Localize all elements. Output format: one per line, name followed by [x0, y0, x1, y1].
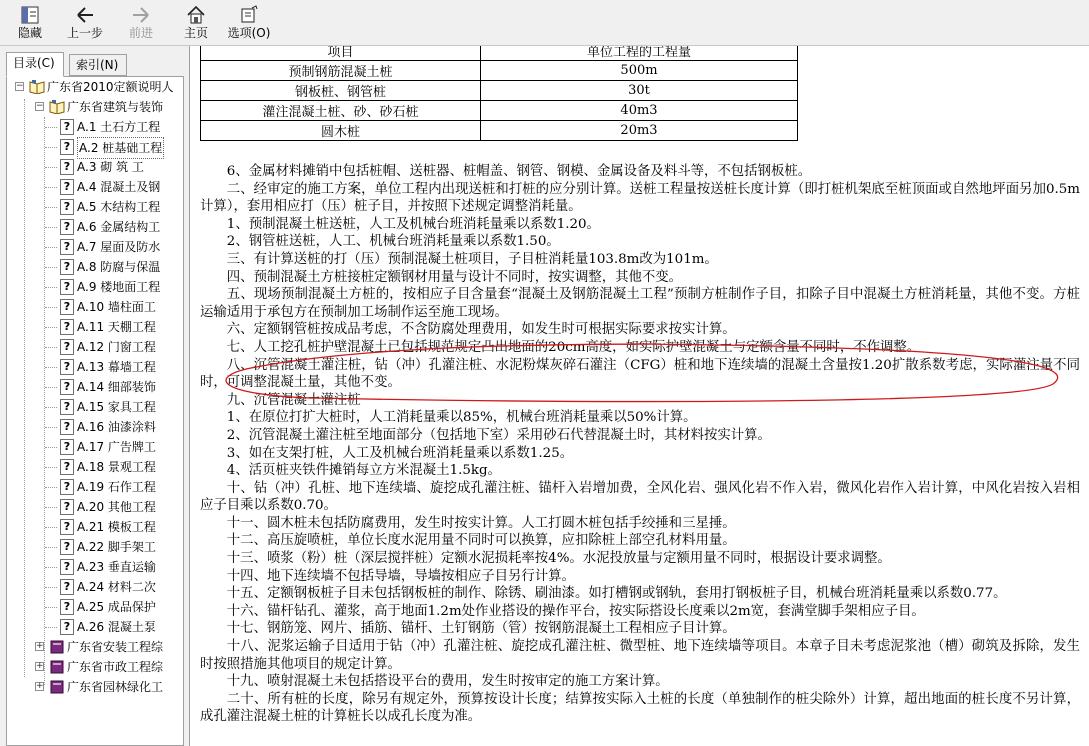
- tree-item-label: A.15 家具工程: [77, 400, 156, 414]
- table-cell: 灌注混凝土桩、砂、砂石桩: [201, 101, 481, 121]
- tree-item[interactable]: [7, 377, 184, 397]
- help-page-icon: ?: [60, 299, 74, 315]
- home-icon: [185, 4, 207, 26]
- tree-item[interactable]: [7, 317, 184, 337]
- back-arrow-icon: [74, 4, 96, 26]
- expand-icon[interactable]: +: [36, 641, 44, 651]
- table-cell: 20m3: [481, 121, 798, 141]
- help-page-icon: ?: [60, 599, 74, 615]
- table-row: [201, 46, 798, 61]
- tree-item[interactable]: [7, 197, 184, 217]
- tree-item[interactable]: [7, 257, 184, 277]
- help-page-icon: ?: [60, 139, 74, 155]
- tree-item-label: A.8 防腐与保温: [77, 260, 161, 274]
- tree-item-label: A.5 木结构工程: [77, 200, 161, 214]
- table-row: [201, 81, 798, 101]
- tree-item-label: A.4 混凝土及钢: [77, 180, 161, 194]
- tab-index[interactable]: 索引(N): [69, 54, 127, 76]
- paragraph: 6、金属材料摊销中包括桩帽、送桩器、桩帽盖、钢管、钢模、金属设备及料斗等，不包括钢板桩。: [226, 164, 812, 179]
- paragraph: 十四、地下连续墙不包括导墙，导墙按相应子目另行计算。: [226, 568, 575, 584]
- tree-item-label: A.17 广告牌工: [77, 440, 156, 454]
- tree-item-label: A.3 砌 筑 工: [77, 160, 144, 174]
- table-cell: 圆木桩: [201, 121, 481, 141]
- help-page-icon: ?: [60, 239, 74, 255]
- tree-item-label: A.16 油漆涂料: [77, 420, 156, 434]
- table-cell: 40m3: [481, 101, 798, 121]
- tree-item-selected[interactable]: [7, 137, 184, 157]
- paragraph: 十三、喷浆（粉）桩（深层搅拌桩）定额水泥损耗率按4%。水泥投放量与定额用量不同时，根据设计要求调整。: [226, 551, 891, 567]
- table-header-cell: 项目: [201, 46, 481, 61]
- paragraph: 七、人工挖孔桩护壁混凝土已包括规范规定凸出地面的20cm高度，如实际护壁混凝土与定额含量不同时，不作调整。: [226, 339, 921, 355]
- paragraph: 二十、所有桩的长度，除另有规定外，预算按设计长度；结算按实际入土桩的长度（单独制作的桩尖除外）计算，超出地面的桩长度不另计算，成孔灌注混凝土桩的计算桩长以成孔长度为准。: [200, 691, 1080, 725]
- tree-item-label: A.21 模板工程: [77, 520, 156, 534]
- open-book-icon: [49, 99, 65, 114]
- tree-item-label: A.1 土石方工程: [77, 120, 161, 134]
- tree-item[interactable]: [7, 477, 184, 497]
- tree-item-label: A.9 楼地面工程: [77, 280, 161, 294]
- table-cell: 钢板桩、钢管桩: [201, 81, 481, 101]
- help-page-icon: ?: [60, 539, 74, 555]
- options-button-label: 选项(O): [227, 26, 271, 40]
- help-page-icon: ?: [60, 399, 74, 415]
- paragraph: 五、现场预制混凝土方桩的，按相应子目含量套“混凝土及钢筋混凝土工程”预制方桩制作子目，扣除子目中混凝土方桩消耗量，其他不变。方桩运输适用于承包方在预制加工场制作运至施工现场。: [200, 287, 1080, 320]
- tree-item-label: A.25 成品保护: [77, 600, 156, 614]
- table-row: [201, 121, 798, 141]
- help-page-icon: ?: [60, 119, 74, 135]
- help-page-icon: ?: [60, 479, 74, 495]
- tree-item[interactable]: [7, 277, 184, 297]
- tree-item[interactable]: [7, 537, 184, 557]
- toolbar: [0, 0, 1089, 46]
- paragraph: 九、沉管混凝土灌注桩: [226, 392, 361, 408]
- paragraph: 十、钻（冲）孔桩、地下连续墙、旋挖成孔灌注桩、锚杆入岩增加费，全风化岩、强风化岩不作入岩，微风化岩作入岩计算，中风化岩按入岩相应子目乘以系数0.70。: [200, 480, 1080, 514]
- tree-item-label: A.12 门窗工程: [77, 340, 156, 354]
- tree-item-label: A.18 景观工程: [77, 460, 156, 474]
- help-page-icon: ?: [60, 499, 74, 515]
- closed-book-icon: [49, 679, 65, 694]
- tree-book-label: 广东省园林绿化工: [67, 680, 164, 694]
- paragraph: 十八、泥浆运输子目适用于钻（冲）孔灌注桩、旋挖成孔灌注桩、微型桩、地下连续墙等项目。本章子目未考虑泥浆池（槽）砌筑及拆除，发生时按照措施其他项目的规定计算。: [200, 639, 1080, 672]
- tree-item-label: A.23 垂直运输: [77, 560, 156, 574]
- help-page-icon: ?: [60, 219, 74, 235]
- tree-item[interactable]: [7, 517, 184, 537]
- table-cell: 30t: [481, 81, 798, 101]
- tree-item-label: A.24 材料二次: [77, 580, 156, 594]
- help-page-icon: ?: [60, 359, 74, 375]
- help-page-icon: ?: [60, 259, 74, 275]
- tree-book-label: 广东省市政工程综: [67, 660, 164, 674]
- forward-arrow-icon: [130, 4, 152, 26]
- tree-item-label: A.11 天棚工程: [77, 320, 156, 334]
- tree-root[interactable]: [7, 77, 184, 97]
- tree-item[interactable]: [7, 157, 184, 177]
- volume-table: [200, 46, 798, 141]
- tree-item-label: A.22 脚手架工: [77, 540, 156, 554]
- collapse-icon[interactable]: −: [16, 81, 24, 91]
- help-page-icon: ?: [60, 339, 74, 355]
- paragraph: 2、钢管桩送桩，人工、机械台班消耗量乘以系数1.50。: [226, 234, 560, 250]
- tree-item[interactable]: [7, 237, 184, 257]
- tree-item[interactable]: [7, 497, 184, 517]
- tree-book-building[interactable]: [7, 97, 184, 117]
- tree-item[interactable]: [7, 357, 184, 377]
- paragraph: 十七、钢筋笼、网片、插筋、锚杆、土钉钢筋（管）按钢筋混凝土工程相应子目计算。: [226, 621, 736, 637]
- help-page-icon: ?: [60, 559, 74, 575]
- paragraph: 十一、圆木桩未包括防腐费用，发生时按实计算。人工打圆木桩包括手绞捶和三星捶。: [226, 515, 736, 531]
- paragraph: 十九、喷射混凝土未包括搭设平台的费用，发生时按审定的施工方案计算。: [226, 674, 669, 690]
- tree-book-landscape[interactable]: [7, 677, 184, 697]
- tree-item-label: A.20 其他工程: [77, 500, 156, 514]
- help-page-icon: ?: [60, 319, 74, 335]
- tree-item[interactable]: [7, 417, 184, 437]
- tree-item-label: A.6 金属结构工: [77, 220, 161, 234]
- paragraph-highlighted: 八、沉管混凝土灌注桩，钻（冲）孔灌注桩、水泥粉煤灰碎石灌注（CFG）桩和地下连续墙的混凝土含量按1.20扩散系数考虑，实际灌注量不同时，可调整混凝土量，其他不变。: [200, 357, 1080, 391]
- tab-contents[interactable]: 目录(C): [6, 52, 64, 77]
- tree-item[interactable]: [7, 577, 184, 597]
- help-page-icon: ?: [60, 159, 74, 175]
- options-button[interactable]: [226, 4, 272, 44]
- hide-pane-icon: [19, 4, 41, 26]
- tree-item[interactable]: [7, 557, 184, 577]
- back-button-label: 上一步: [66, 26, 103, 40]
- tree-item[interactable]: [7, 337, 184, 357]
- help-page-icon: ?: [60, 379, 74, 395]
- closed-book-icon: [49, 659, 65, 674]
- expand-icon[interactable]: +: [36, 661, 44, 671]
- tree-item-label: A.7 屋面及防水: [77, 240, 161, 254]
- table-row: [201, 101, 798, 121]
- forward-button-label: 前进: [128, 26, 153, 40]
- tree-book-install[interactable]: [7, 637, 184, 657]
- hide-button-label: 隐藏: [17, 26, 42, 40]
- paragraph: 二、经审定的施工方案，单位工程内出现送桩和打桩的应分别计算。送桩工程量按送桩长度计算（即打桩机架底至桩顶面或自然地坪面另加0.5m计算），套用相应打（压）桩子目，并按照下述规定调整消耗量。: [200, 181, 1080, 215]
- home-button-label: 主页: [183, 26, 208, 40]
- paragraph: 4、活页桩夹铁件摊销每立方米混凝土1.5kg。: [226, 463, 501, 479]
- hide-button[interactable]: [14, 4, 46, 44]
- tree-item[interactable]: [7, 297, 184, 317]
- paragraph: 三、有计算送桩的打（压）预制混凝土桩项目，子目桩消耗量103.8m改为101m。: [226, 251, 718, 267]
- collapse-icon[interactable]: −: [36, 101, 44, 111]
- paragraph: 1、在原位打扩大桩时，人工消耗量乘以85%，机械台班消耗量乘以50%计算。: [226, 410, 697, 426]
- tree-item[interactable]: [7, 617, 184, 637]
- navigation-pane: [0, 46, 190, 746]
- tree-item[interactable]: [7, 397, 184, 417]
- help-page-icon: ?: [60, 199, 74, 215]
- help-page-icon: ?: [60, 419, 74, 435]
- tree-book-municipal[interactable]: [7, 657, 184, 677]
- tree-item-label: A.10 墙柱面工: [77, 300, 156, 314]
- tree-item[interactable]: [7, 437, 184, 457]
- table-cell: 预制钢筋混凝土桩: [201, 61, 481, 81]
- tree-item-label: A.19 石作工程: [77, 480, 156, 494]
- paragraph: 十六、锚杆钻孔、灌浆，高于地面1.2m处作业搭设的操作平台，按实际搭设长度乘以2m宽，套满堂脚手架相应子目。: [226, 603, 925, 619]
- forward-button[interactable]: [124, 4, 158, 44]
- tree-item-label: A.2 桩基础工程: [77, 137, 164, 159]
- tree-item[interactable]: [7, 117, 184, 137]
- paragraph: 1、预制混凝土桩送桩，人工及机械台班消耗量乘以系数1.20。: [226, 216, 600, 232]
- paragraph: 2、沉管混凝土灌注桩至地面部分（包括地下室）采用砂石代替混凝土时，其材料按实计算。: [226, 427, 771, 443]
- tree-item[interactable]: [7, 177, 184, 197]
- tree-item[interactable]: [7, 217, 184, 237]
- help-page-icon: ?: [60, 619, 74, 635]
- paragraph: 四、预制混凝土方桩接桩定额钢材用量与设计不同时，按实调整，其他不变。: [226, 269, 683, 285]
- table-cell: 500m: [481, 61, 798, 81]
- home-button[interactable]: [180, 4, 212, 44]
- paragraph: 六、定额钢管桩按成品考虑，不含防腐处理费用，如发生时可根据实际要求按实计算。: [226, 322, 736, 338]
- paragraph: 十五、定额钢板桩子目未包括钢板桩的制作、除锈、刷油漆。如打槽钢或钢轨，套用打钢板桩子目，机械台班消耗量乘以系数0.77。: [226, 586, 1007, 602]
- table-header-cell: 单位工程的工程量: [481, 46, 798, 61]
- document-text: [200, 163, 1080, 726]
- paragraph: 十二、高压旋喷桩，单位长度水泥用量不同时可以换算，应扣除桩上部空孔材料用量。: [226, 533, 736, 549]
- help-page-icon: ?: [60, 179, 74, 195]
- tree-item[interactable]: [7, 597, 184, 617]
- help-page-icon: ?: [60, 459, 74, 475]
- table-row: [201, 61, 798, 81]
- expand-icon[interactable]: +: [36, 681, 44, 691]
- tree-book-label: 广东省建筑与装饰: [67, 100, 164, 114]
- document-content: [191, 46, 1089, 746]
- help-page-icon: ?: [60, 579, 74, 595]
- help-page-icon: ?: [60, 279, 74, 295]
- tree-root-label: 广东省2010定额说明人: [47, 80, 174, 94]
- tree-item[interactable]: [7, 457, 184, 477]
- closed-book-icon: [49, 639, 65, 654]
- tree-item-label: A.26 混凝土泵: [77, 620, 156, 634]
- tree-book-label: 广东省安装工程综: [67, 640, 164, 654]
- open-book-icon: [29, 79, 45, 94]
- paragraph: 3、如在支架打桩，人工及机械台班消耗量乘以系数1.25。: [226, 445, 574, 461]
- tree-item-label: A.13 幕墙工程: [77, 360, 156, 374]
- back-button[interactable]: [64, 4, 106, 44]
- options-icon: [238, 4, 260, 26]
- help-page-icon: ?: [60, 439, 74, 455]
- tree-item-label: A.14 细部装饰: [77, 380, 156, 394]
- contents-tree: [6, 76, 184, 746]
- help-page-icon: ?: [60, 519, 74, 535]
